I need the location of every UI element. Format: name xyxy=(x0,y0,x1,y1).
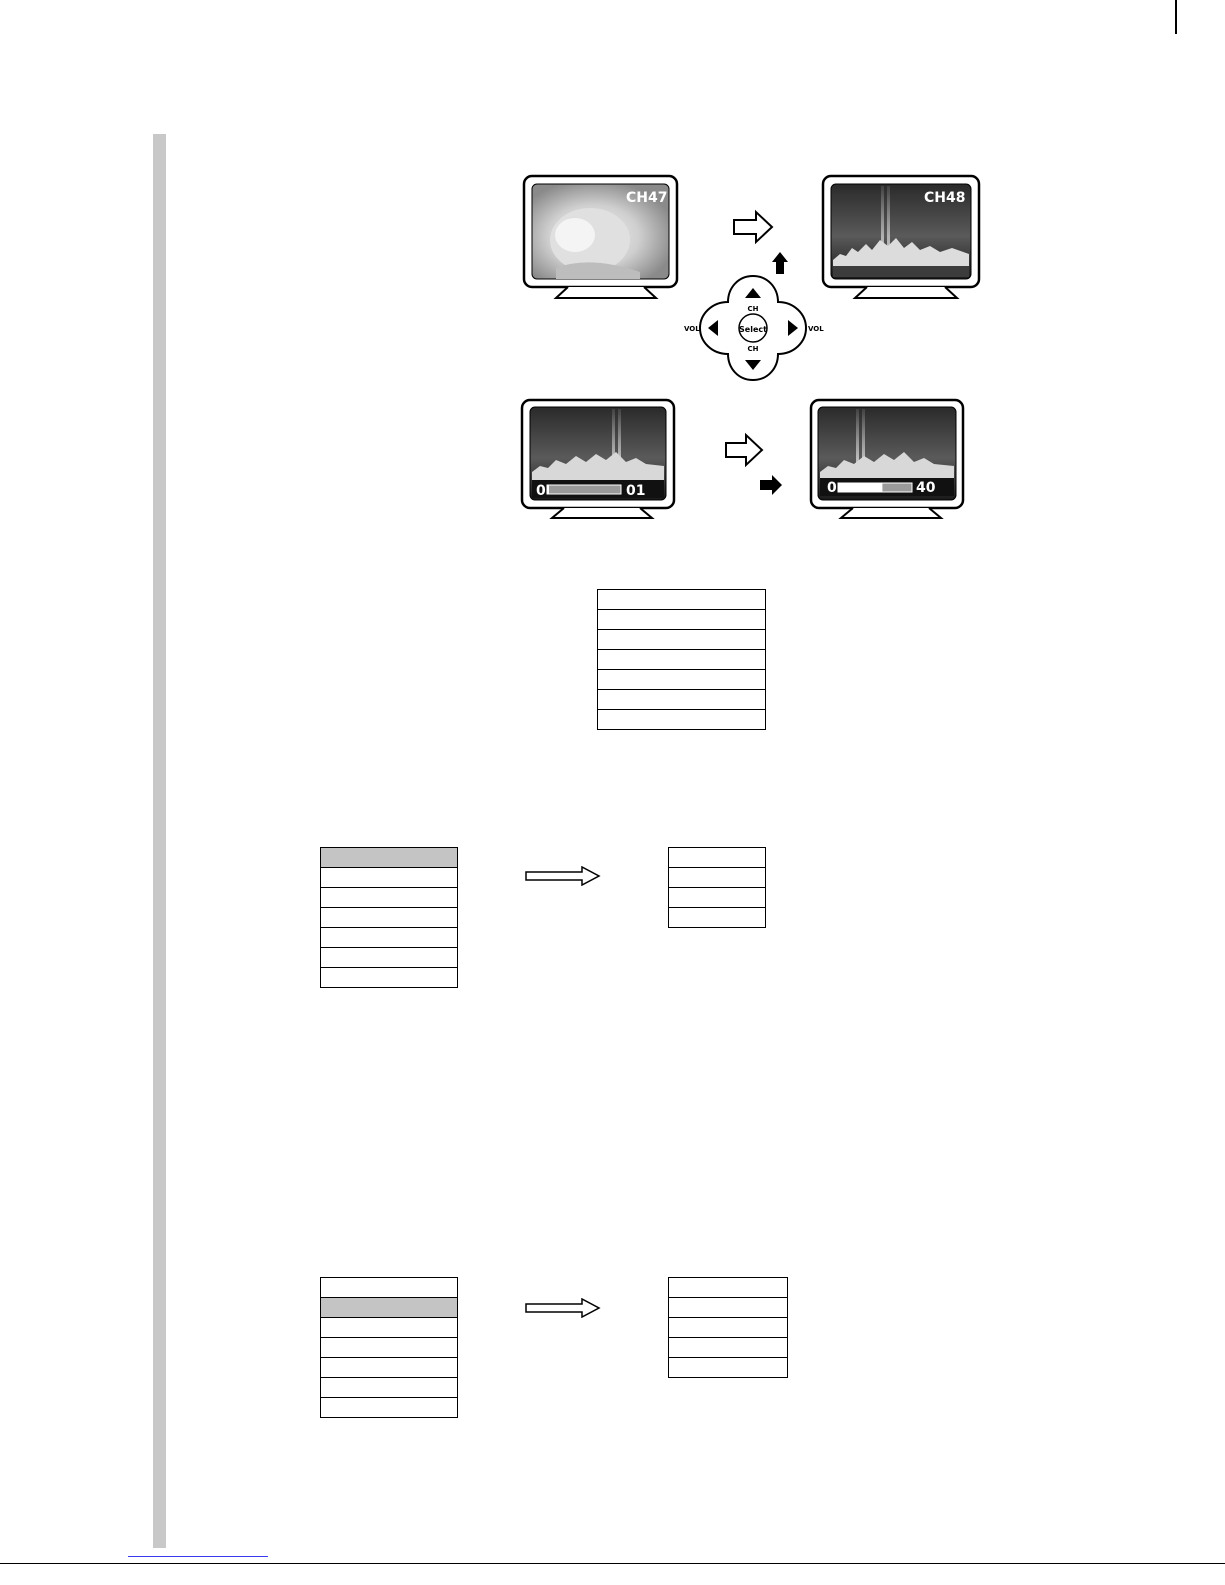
menu-row xyxy=(669,868,766,888)
ch-down-label: CH xyxy=(747,345,759,353)
menu-cell xyxy=(321,908,458,928)
menu-cell xyxy=(321,1338,458,1358)
menu-row xyxy=(321,968,458,988)
menu-row xyxy=(669,1358,788,1378)
hollow-arrow-right-icon xyxy=(524,1298,602,1318)
page-side-bar xyxy=(153,134,166,1548)
menu-cell xyxy=(321,1378,458,1398)
volume-min-label: 0 xyxy=(827,480,837,496)
menu-step2-left-table xyxy=(320,1277,458,1418)
menu-cell xyxy=(321,1358,458,1378)
tv-before-volume xyxy=(522,400,674,518)
hollow-arrow-right-icon xyxy=(726,435,762,465)
menu-step1-right-table xyxy=(668,847,766,928)
hollow-arrow-right-icon xyxy=(734,212,772,242)
menu-cell xyxy=(669,868,766,888)
menu-row xyxy=(321,908,458,928)
hollow-arrow-right-icon xyxy=(524,866,602,886)
menu-row xyxy=(321,928,458,948)
menu-row xyxy=(598,710,766,730)
menu-cell xyxy=(598,630,766,650)
menu-cell xyxy=(321,948,458,968)
volume-min-label: 0 xyxy=(536,483,546,499)
tv-after-channel xyxy=(823,176,979,298)
footer-link-underline xyxy=(128,1556,268,1557)
menu-cell xyxy=(321,888,458,908)
channel-before-label: CH47 xyxy=(626,190,668,206)
menu-cell xyxy=(598,650,766,670)
menu-row xyxy=(669,1278,788,1298)
menu-cell xyxy=(598,670,766,690)
menu-cell xyxy=(669,1318,788,1338)
menu-row xyxy=(598,650,766,670)
menu-row xyxy=(321,868,458,888)
menu-row xyxy=(669,888,766,908)
menu-cell xyxy=(321,868,458,888)
main-menu-table xyxy=(597,589,766,730)
menu-cell xyxy=(321,1318,458,1338)
menu-row xyxy=(598,610,766,630)
menu-cell xyxy=(598,690,766,710)
menu-step2-right-table xyxy=(668,1277,788,1378)
vol-left-label: VOL xyxy=(684,325,700,333)
menu-cell xyxy=(321,1298,458,1318)
tv-before-channel xyxy=(524,176,677,298)
volume-bar-fill xyxy=(838,483,882,492)
menu-row xyxy=(598,590,766,610)
menu-cell xyxy=(669,1298,788,1318)
menu-row xyxy=(321,1358,458,1378)
volume-bar-track xyxy=(547,485,621,494)
menu-row xyxy=(598,630,766,650)
solid-arrow-right-icon xyxy=(760,475,782,495)
menu-row xyxy=(669,1338,788,1358)
page-top-mark xyxy=(1175,0,1177,34)
select-label: Select xyxy=(739,325,767,334)
menu-cell xyxy=(669,848,766,868)
menu-cell xyxy=(321,1398,458,1418)
menu-cell xyxy=(598,710,766,730)
menu-row xyxy=(598,690,766,710)
menu-cell xyxy=(669,908,766,928)
menu-cell xyxy=(669,1278,788,1298)
menu-row xyxy=(669,1318,788,1338)
menu-cell xyxy=(321,848,458,868)
menu-row xyxy=(321,1378,458,1398)
channel-volume-illustration xyxy=(500,160,1000,530)
volume-after-value: 40 xyxy=(916,480,936,496)
menu-row xyxy=(321,1278,458,1298)
menu-row xyxy=(321,848,458,868)
menu-row xyxy=(321,1318,458,1338)
menu-cell xyxy=(669,1338,788,1358)
menu-row xyxy=(669,848,766,868)
remote-direction-pad xyxy=(684,276,824,380)
vol-right-label: VOL xyxy=(808,325,824,333)
menu-cell xyxy=(321,928,458,948)
menu-row xyxy=(321,948,458,968)
volume-bar-fill xyxy=(547,485,549,494)
menu-row xyxy=(321,888,458,908)
solid-arrow-up-icon xyxy=(772,252,788,274)
menu-row xyxy=(321,1338,458,1358)
menu-cell xyxy=(321,968,458,988)
channel-after-label: CH48 xyxy=(924,190,966,206)
menu-cell xyxy=(321,1278,458,1298)
menu-cell xyxy=(669,1358,788,1378)
menu-step1-left-table xyxy=(320,847,458,988)
menu-row xyxy=(669,1298,788,1318)
tv-after-volume xyxy=(811,400,963,518)
menu-cell xyxy=(598,610,766,630)
menu-row xyxy=(669,908,766,928)
menu-cell xyxy=(598,590,766,610)
menu-row xyxy=(321,1298,458,1318)
menu-row xyxy=(598,670,766,690)
ch-up-label: CH xyxy=(747,305,759,313)
menu-row xyxy=(321,1398,458,1418)
volume-before-value: 01 xyxy=(626,483,646,499)
menu-cell xyxy=(669,888,766,908)
page-bottom-rule xyxy=(0,1563,1225,1564)
